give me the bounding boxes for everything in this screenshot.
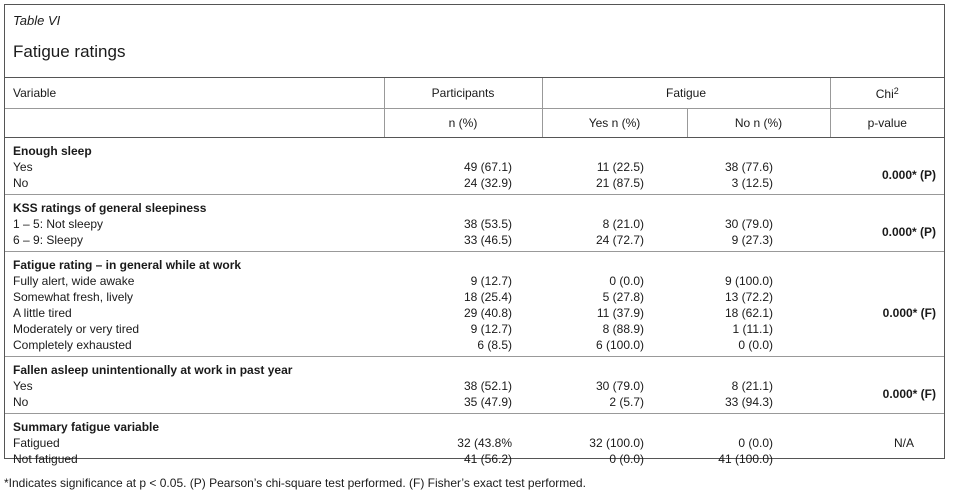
row-participants-value: 9 (12.7) [470, 322, 512, 336]
group-variable-cell [5, 357, 384, 414]
group-variable-cell [5, 195, 384, 252]
row-no-value: 8 (21.1) [731, 379, 773, 393]
row-no-value: 18 (62.1) [724, 306, 773, 320]
row-label: Not fatigued [13, 452, 78, 466]
spacer [830, 362, 944, 378]
group-participants-cell [384, 138, 542, 195]
group-fatigue-no-cell [687, 414, 830, 471]
spacer [542, 143, 687, 159]
group-pvalue-cell [830, 138, 944, 195]
row-yes-value: 5 (27.8) [602, 290, 644, 304]
pvalue: 0.000* (P) [881, 225, 936, 239]
row-participants-value: 49 (67.1) [463, 160, 512, 174]
header-pvalue: p-value [830, 109, 944, 138]
spacer [384, 362, 542, 378]
row-yes-value: 30 (79.0) [595, 379, 644, 393]
pvalue: 0.000* (P) [881, 168, 936, 182]
row-yes-value: 0 (0.0) [609, 274, 644, 288]
row-participants-value: 41 (56.2) [463, 452, 512, 466]
row-yes-value: 2 (5.7) [609, 395, 644, 409]
row-participants-value: 29 (40.8) [463, 306, 512, 320]
spacer [830, 143, 944, 159]
group-variable-cell [5, 252, 384, 357]
row-label: Fatigued [13, 436, 60, 450]
row-participants-value: 38 (52.1) [463, 379, 512, 393]
row-label: No [13, 176, 29, 190]
group-fatigue-yes-cell [542, 252, 687, 357]
header-row-2 [5, 109, 944, 138]
row-participants-value: 24 (32.9) [463, 176, 512, 190]
row-no-value: 9 (100.0) [724, 274, 773, 288]
row-no-value: 3 (12.5) [731, 176, 773, 190]
row-participants-value: 35 (47.9) [463, 395, 512, 409]
spacer [830, 257, 944, 273]
group-participants-cell [384, 414, 542, 471]
spacer [384, 257, 542, 273]
pvalue-wrap [830, 273, 944, 353]
group-participants-cell [384, 195, 542, 252]
spacer [542, 257, 687, 273]
group-variable-cell [5, 414, 384, 471]
row-yes-value: 21 (87.5) [595, 176, 644, 190]
row-participants-value: 9 (12.7) [470, 274, 512, 288]
spacer [687, 143, 830, 159]
group-title: Enough sleep [13, 144, 92, 158]
row-yes-value: 0 (0.0) [609, 452, 644, 466]
fatigue-table [5, 77, 944, 470]
row-participants-value: 38 (53.5) [463, 217, 512, 231]
row-label: Somewhat fresh, lively [13, 290, 134, 304]
pvalue-wrap [830, 435, 944, 467]
header-chi-sup: 2 [893, 85, 899, 96]
row-no-value: 1 (11.1) [732, 322, 773, 336]
group-fatigue-no-cell [687, 357, 830, 414]
group-pvalue-cell [830, 195, 944, 252]
spacer [687, 200, 830, 216]
table-group [5, 252, 944, 357]
header-fatigue: Fatigue [542, 78, 830, 109]
row-no-value: 0 (0.0) [738, 338, 773, 352]
row-no-value: 0 (0.0) [738, 436, 773, 450]
group-title: Summary fatigue variable [13, 420, 160, 434]
pvalue: 0.000* (F) [882, 387, 936, 401]
group-pvalue-cell [830, 357, 944, 414]
row-participants-value: 6 (8.5) [477, 338, 512, 352]
row-yes-value: 8 (88.9) [602, 322, 644, 336]
group-pvalue-cell [830, 414, 944, 471]
group-participants-cell [384, 252, 542, 357]
row-label: Yes [13, 379, 33, 393]
group-variable-cell [5, 138, 384, 195]
spacer [384, 143, 542, 159]
group-fatigue-no-cell [687, 138, 830, 195]
group-fatigue-yes-cell [542, 414, 687, 471]
header-participants: Participants [384, 78, 542, 109]
row-label: Yes [13, 160, 33, 174]
row-label: Completely exhausted [13, 338, 132, 352]
pvalue: N/A [893, 436, 914, 450]
row-yes-value: 24 (72.7) [595, 233, 644, 247]
pvalue-wrap [830, 159, 944, 191]
row-label: A little tired [13, 306, 72, 320]
spacer [687, 362, 830, 378]
spacer [830, 200, 944, 216]
row-no-value: 30 (79.0) [724, 217, 773, 231]
row-no-value: 38 (77.6) [724, 160, 773, 174]
row-yes-value: 11 (22.5) [596, 160, 644, 174]
spacer [542, 200, 687, 216]
pvalue: 0.000* (F) [882, 306, 936, 320]
row-yes-value: 8 (21.0) [602, 217, 644, 231]
row-no-value: 33 (94.3) [724, 395, 773, 409]
table-label: Table VI [13, 13, 61, 28]
group-fatigue-yes-cell [542, 195, 687, 252]
table-group [5, 357, 944, 414]
table-title: Fatigue ratings [13, 42, 126, 61]
row-participants-value: 33 (46.5) [463, 233, 512, 247]
pvalue-wrap [830, 216, 944, 248]
group-title: KSS ratings of general sleepiness [13, 201, 207, 215]
row-participants-value: 18 (25.4) [463, 290, 512, 304]
header-empty [5, 109, 384, 138]
spacer [542, 362, 687, 378]
table-group [5, 195, 944, 252]
row-label: No [13, 395, 29, 409]
spacer [687, 419, 830, 435]
row-label: Fully alert, wide awake [13, 274, 135, 288]
group-title: Fatigue rating – in general while at work [13, 258, 242, 272]
row-no-value: 41 (100.0) [718, 452, 773, 466]
group-pvalue-cell [830, 252, 944, 357]
group-fatigue-yes-cell [542, 357, 687, 414]
row-label: Moderately or very tired [13, 322, 140, 336]
header-yes-n: Yes n (%) [542, 109, 687, 138]
pvalue-wrap [830, 378, 944, 410]
spacer [542, 419, 687, 435]
group-fatigue-no-cell [687, 252, 830, 357]
row-yes-value: 32 (100.0) [589, 436, 644, 450]
spacer [384, 200, 542, 216]
row-yes-value: 6 (100.0) [595, 338, 644, 352]
group-title: Fallen asleep unintentionally at work in past year [13, 363, 293, 377]
row-no-value: 9 (27.3) [731, 233, 773, 247]
row-label: 6 – 9: Sleepy [13, 233, 84, 247]
spacer [384, 419, 542, 435]
header-chi [830, 78, 944, 109]
header-row-1 [5, 78, 944, 109]
group-fatigue-no-cell [687, 195, 830, 252]
row-participants-value: 32 (43.8% [457, 436, 512, 450]
group-participants-cell [384, 357, 542, 414]
table-group [5, 138, 944, 195]
row-yes-value: 11 (37.9) [596, 306, 644, 320]
spacer [830, 419, 944, 435]
header-no-n: No n (%) [687, 109, 830, 138]
header-n-pct: n (%) [384, 109, 542, 138]
header-chi-text: Chi [875, 86, 894, 101]
header-variable: Variable [5, 78, 384, 109]
footnote: *Indicates significance at p < 0.05. (P) Pearson’s chi-square test performed. (F) Fisher’s exact test performed. [4, 476, 586, 490]
table-group [5, 414, 944, 471]
group-fatigue-yes-cell [542, 138, 687, 195]
spacer [687, 257, 830, 273]
table-frame [4, 4, 945, 466]
row-no-value: 13 (72.2) [724, 290, 773, 304]
row-label: 1 – 5: Not sleepy [13, 217, 104, 231]
